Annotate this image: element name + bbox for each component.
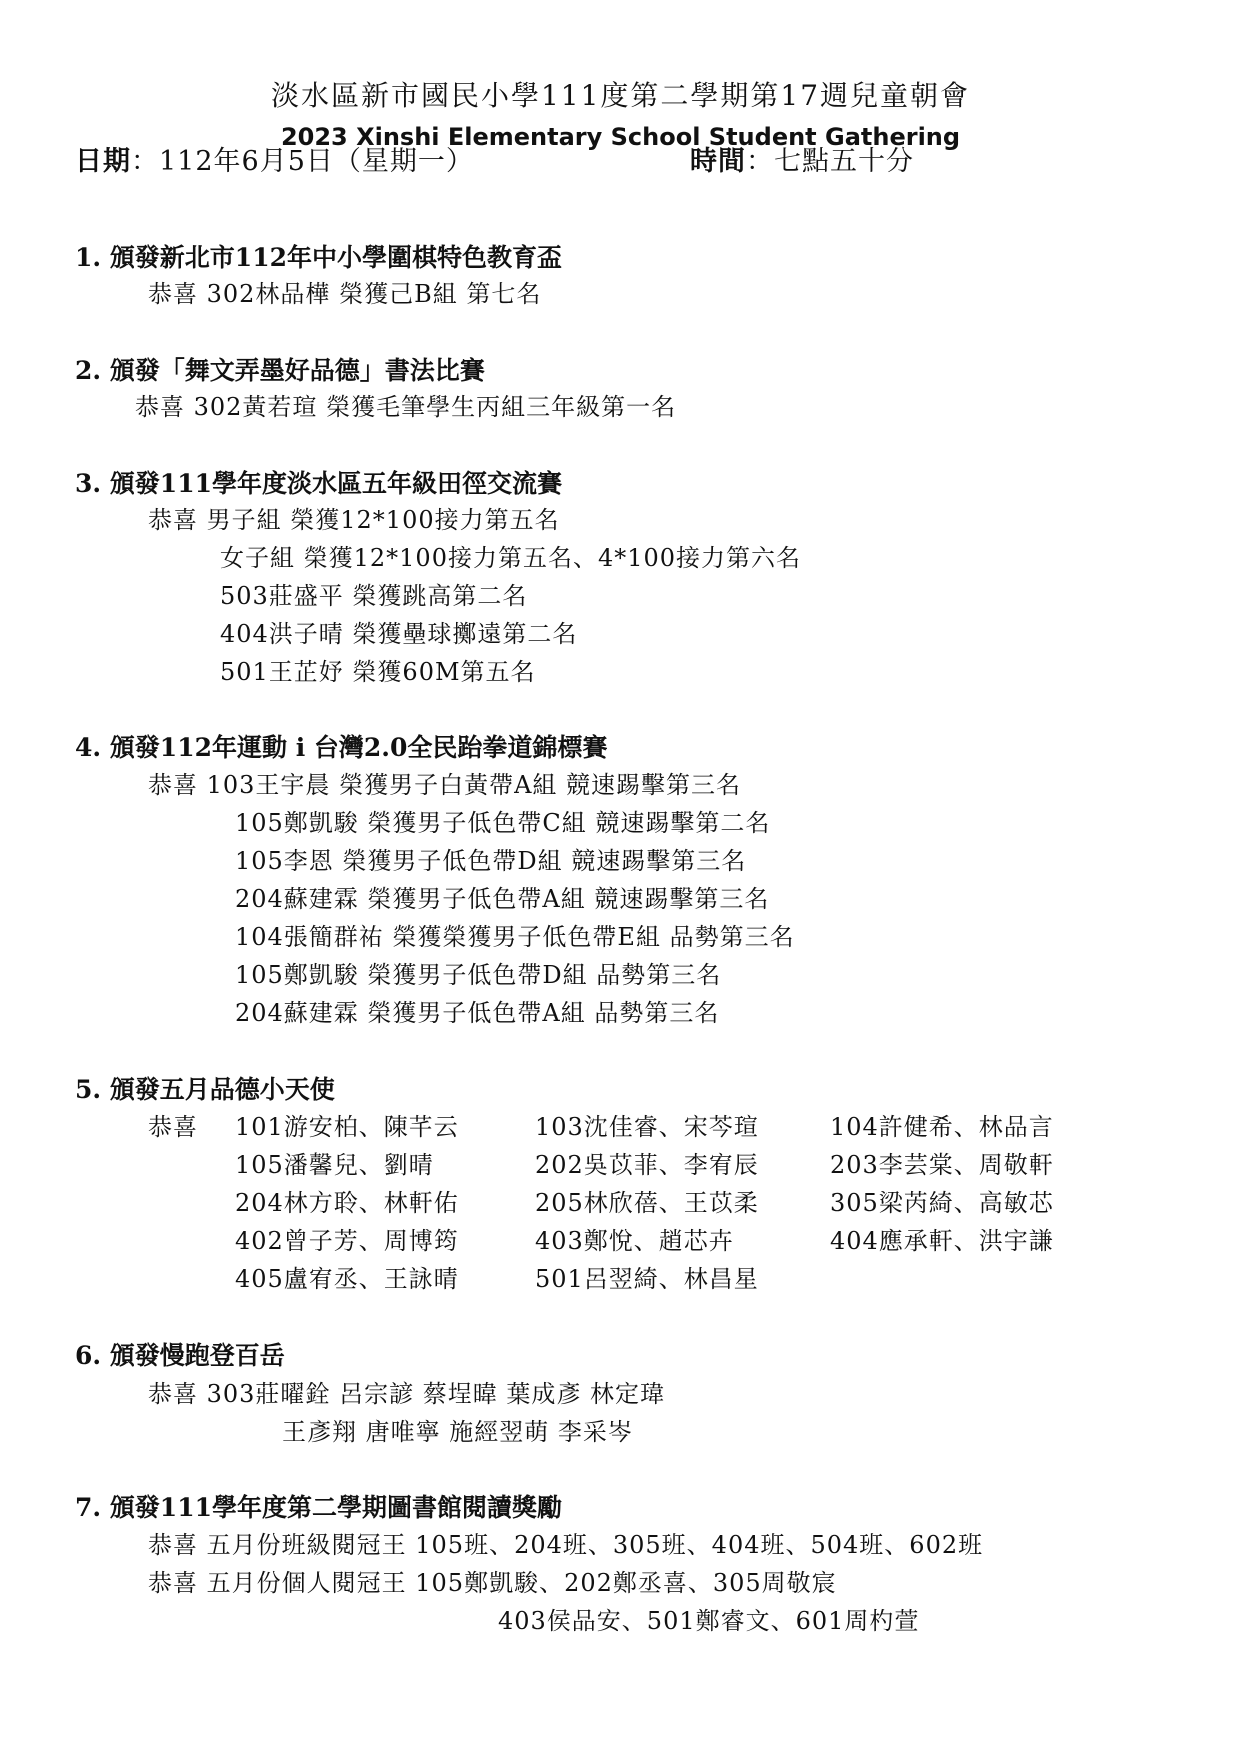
section-1-heading: 1. 頒發新北市112年中小學圍棋特色教育盃 <box>75 243 562 272</box>
date-line <box>75 148 474 175</box>
angel-entry: 402曾子芳、周博筠 <box>235 1227 459 1255</box>
section-4-line: 204蘇建霖 榮獲男子低色帶A組 品勢第三名 <box>235 999 720 1027</box>
angel-entry: 103沈佳睿、宋芩瑄 <box>535 1113 759 1141</box>
section-6-heading: 6. 頒發慢跑登百岳 <box>75 1341 285 1370</box>
section-3-line: 501王芷妤 榮獲60M第五名 <box>220 658 536 686</box>
time-value: ：七點五十分 <box>746 146 914 177</box>
section-4-heading: 4. 頒發112年運動 i 台灣2.0全民跆拳道錦標賽 <box>75 733 608 762</box>
section-7-heading: 7. 頒發111學年度第二學期圖書館閱讀獎勵 <box>75 1493 562 1522</box>
page-title: 淡水區新市國民小學111度第二學期第17週兒童朝會 <box>270 79 971 112</box>
section-1-line: 恭喜 302林品樺 榮獲己B組 第七名 <box>148 280 542 308</box>
time-label: 時間 <box>690 146 746 177</box>
section-4-line: 恭喜 103王宇晨 榮獲男子白黃帶A組 競速踢擊第三名 <box>148 771 742 799</box>
section-4-line: 104張簡群祐 榮獲榮獲男子低色帶E組 品勢第三名 <box>235 923 795 951</box>
section-3-line: 503莊盛平 榮獲跳高第二名 <box>220 582 528 610</box>
angel-entry: 105潘馨兒、劉晴 <box>235 1151 434 1179</box>
section-7-line: 恭喜 五月份個人閱冠王 105鄭凱駿、202鄭丞喜、305周敬宸 <box>148 1569 837 1597</box>
angel-entry: 501呂翌綺、林昌星 <box>535 1265 759 1293</box>
section-5-heading: 5. 頒發五月品德小天使 <box>75 1075 335 1104</box>
section-2-line: 恭喜 302黃若瑄 榮獲毛筆學生丙組三年級第一名 <box>135 393 677 421</box>
section-3-line: 女子組 榮獲12*100接力第五名、4*100接力第六名 <box>220 544 802 572</box>
angel-entry: 405盧宥丞、王詠晴 <box>235 1265 459 1293</box>
section-3-heading: 3. 頒發111學年度淡水區五年級田徑交流賽 <box>75 469 562 498</box>
angel-entry: 204林方聆、林軒佑 <box>235 1189 459 1217</box>
section-4-line: 204蘇建霖 榮獲男子低色帶A組 競速踢擊第三名 <box>235 885 770 913</box>
angel-entry: 202吳苡菲、李宥辰 <box>535 1151 759 1179</box>
section-6-line: 王彥翔 唐唯寧 施經翌萌 李采岑 <box>282 1418 633 1446</box>
time-line <box>690 148 914 175</box>
section-7-line: 403侯品安、501鄭睿文、601周杓萱 <box>498 1607 920 1635</box>
section-4-line: 105鄭凱駿 榮獲男子低色帶D組 品勢第三名 <box>235 961 722 989</box>
section-3-line: 恭喜 男子組 榮獲12*100接力第五名 <box>148 506 560 534</box>
angel-entry: 203李芸棠、周敬軒 <box>830 1151 1054 1179</box>
section-7-line: 恭喜 五月份班級閱冠王 105班、204班、305班、404班、504班、602班 <box>148 1531 984 1559</box>
angel-entry: 404應承軒、洪宇謙 <box>830 1227 1054 1255</box>
section-6-line: 恭喜 303莊曜銓 呂宗諺 蔡埕暐 葉成彥 林定瑋 <box>148 1380 665 1408</box>
angel-entry: 104許健希、林品言 <box>830 1113 1054 1141</box>
section-4-line: 105鄭凱駿 榮獲男子低色帶C組 競速踢擊第二名 <box>235 809 771 837</box>
angel-entry: 305梁芮綺、高敏芯 <box>830 1189 1054 1217</box>
angel-entry: 101游安柏、陳芊云 <box>235 1113 459 1141</box>
date-label: 日期 <box>75 146 131 177</box>
date-value: ：112年6月5日（星期一） <box>131 146 474 177</box>
section-2-heading: 2. 頒發「舞文弄墨好品德」書法比賽 <box>75 356 485 385</box>
angel-entry: 403鄭悅、趙芯卉 <box>535 1227 734 1255</box>
section-5-prefix: 恭喜 <box>148 1113 198 1141</box>
page-subtitle: 2023 Xinshi Elementary School Student Gathering <box>280 123 961 151</box>
angel-entry: 205林欣蓓、王苡柔 <box>535 1189 759 1217</box>
section-3-line: 404洪子晴 榮獲壘球擲遠第二名 <box>220 620 578 648</box>
section-4-line: 105李恩 榮獲男子低色帶D組 競速踢擊第三名 <box>235 847 747 875</box>
